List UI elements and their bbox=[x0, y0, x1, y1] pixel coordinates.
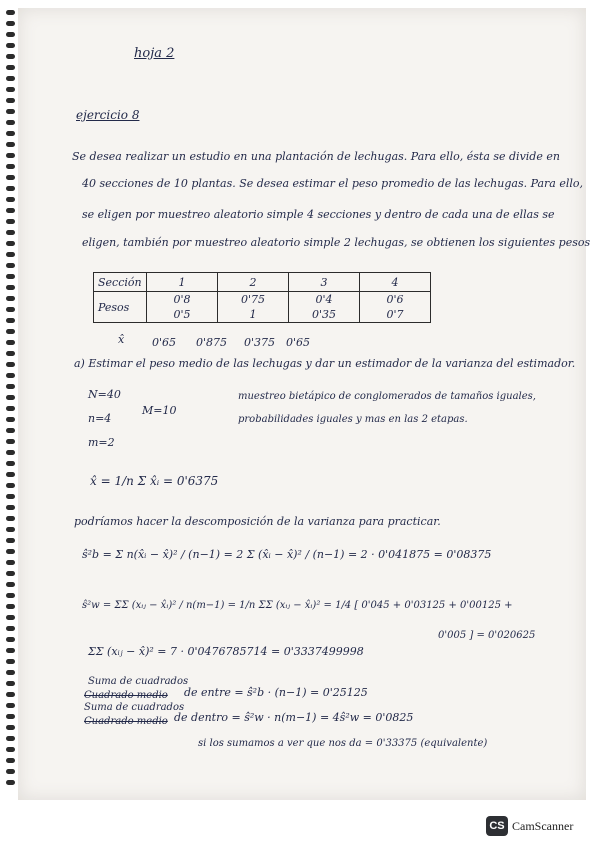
mean-row-label: x̂ bbox=[118, 333, 125, 346]
weight-value: 0'35 bbox=[311, 308, 337, 321]
camscanner-label: CamScanner bbox=[512, 818, 574, 833]
spiral-ring bbox=[6, 406, 15, 411]
spiral-ring bbox=[6, 571, 15, 576]
spiral-ring bbox=[6, 230, 15, 235]
spiral-ring bbox=[6, 351, 15, 356]
spiral-ring bbox=[6, 747, 15, 752]
spiral-ring bbox=[6, 549, 15, 554]
weight-value: 0'75 bbox=[240, 293, 266, 306]
table-column-header: 1 bbox=[147, 273, 218, 292]
spiral-ring bbox=[6, 450, 15, 455]
spiral-ring bbox=[6, 582, 15, 587]
spiral-ring bbox=[6, 505, 15, 510]
spiral-ring bbox=[6, 461, 15, 466]
table-column-header: 4 bbox=[360, 273, 431, 292]
sum-label: Suma de cuadrados bbox=[88, 676, 189, 687]
given-m: m=2 bbox=[88, 436, 115, 449]
spiral-ring bbox=[6, 714, 15, 719]
weight-value: 0'7 bbox=[386, 308, 404, 321]
spiral-ring bbox=[6, 670, 15, 675]
problem-line: 40 secciones de 10 plantas. Se desea estimar el peso promedio de las lechugas. Para ello, bbox=[82, 177, 584, 190]
spiral-ring bbox=[6, 560, 15, 565]
spiral-ring bbox=[6, 483, 15, 488]
spiral-ring bbox=[6, 758, 15, 763]
section-mean: 0'65 bbox=[152, 336, 177, 349]
spiral-ring bbox=[6, 252, 15, 257]
problem-line: Se desea realizar un estudio en una plantación de lechugas. Para ello, ésta se divide en bbox=[72, 150, 560, 163]
spiral-ring bbox=[6, 54, 15, 59]
spiral-ring bbox=[6, 197, 15, 202]
spiral-ring bbox=[6, 472, 15, 477]
spiral-ring bbox=[6, 43, 15, 48]
spiral-ring bbox=[6, 439, 15, 444]
design-note: probabilidades iguales y mas en las 2 etapas. bbox=[238, 414, 468, 425]
sum-label: Suma de cuadrados bbox=[84, 702, 185, 713]
spiral-ring bbox=[6, 21, 15, 26]
camscanner-watermark bbox=[486, 816, 573, 836]
within-variance-result: 0'005 ] = 0'020625 bbox=[438, 630, 536, 641]
within-variance-formula: ŝ²w = ΣΣ (xᵢⱼ − x̂ᵢ)² / n(m−1) = 1/n ΣΣ (xᵢⱼ − x̂ᵢ)² = 1/4 [ 0'045 + 0'03125 + 0'00125 + bbox=[82, 600, 513, 611]
spiral-ring bbox=[6, 153, 15, 158]
table-column-header: 2 bbox=[218, 273, 289, 292]
spiral-ring bbox=[6, 208, 15, 213]
spiral-ring bbox=[6, 10, 15, 15]
notebook-spiral bbox=[0, 10, 20, 800]
spiral-ring bbox=[6, 648, 15, 653]
spiral-ring bbox=[6, 274, 15, 279]
weights-table bbox=[93, 272, 431, 323]
spiral-ring bbox=[6, 769, 15, 774]
spiral-ring bbox=[6, 780, 15, 785]
spiral-ring bbox=[6, 318, 15, 323]
spiral-ring bbox=[6, 241, 15, 246]
spiral-ring bbox=[6, 593, 15, 598]
spiral-ring bbox=[6, 626, 15, 631]
spiral-ring bbox=[6, 703, 15, 708]
crossed-label: Cuadrado medio bbox=[84, 690, 168, 701]
spiral-ring bbox=[6, 186, 15, 191]
weight-value: 0'4 bbox=[315, 293, 333, 306]
spiral-ring bbox=[6, 736, 15, 741]
table-header-label: Sección bbox=[94, 273, 147, 292]
spiral-ring bbox=[6, 384, 15, 389]
weight-value: 0'5 bbox=[173, 308, 191, 321]
spiral-ring bbox=[6, 296, 15, 301]
spiral-ring bbox=[6, 659, 15, 664]
spiral-ring bbox=[6, 615, 15, 620]
spiral-ring bbox=[6, 98, 15, 103]
between-sum-squares: de entre = ŝ²b · (n−1) = 0'25125 bbox=[184, 686, 368, 699]
estimate-formula: x̂ = 1/n Σ x̂ᵢ = 0'6375 bbox=[90, 474, 219, 488]
spiral-ring bbox=[6, 142, 15, 147]
weight-value: 1 bbox=[249, 308, 257, 321]
spiral-ring bbox=[6, 527, 15, 532]
design-note: muestreo bietápico de conglomerados de tamaños iguales, bbox=[238, 391, 536, 402]
spiral-ring bbox=[6, 340, 15, 345]
spiral-ring bbox=[6, 692, 15, 697]
spiral-ring bbox=[6, 428, 15, 433]
page-title: hoja 2 bbox=[134, 46, 175, 61]
spiral-ring bbox=[6, 516, 15, 521]
spiral-ring bbox=[6, 65, 15, 70]
total-sum-squares: ΣΣ (xᵢⱼ − x̂)² = 7 · 0'0476785714 = 0'3337499998 bbox=[88, 645, 364, 658]
spiral-ring bbox=[6, 120, 15, 125]
given-M: M=10 bbox=[142, 404, 177, 417]
between-variance-formula: ŝ²b = Σ n(x̂ᵢ − x̂)² / (n−1) = 2 Σ (x̂ᵢ − x̂)² / (n−1) = 2 · 0'041875 = 0'08375 bbox=[82, 548, 492, 561]
spiral-ring bbox=[6, 219, 15, 224]
spiral-ring bbox=[6, 175, 15, 180]
table-row-label: Pesos bbox=[94, 292, 147, 323]
exercise-heading: ejercicio 8 bbox=[76, 108, 140, 122]
spiral-ring bbox=[6, 76, 15, 81]
spiral-ring bbox=[6, 131, 15, 136]
section-mean: 0'875 bbox=[196, 336, 228, 349]
section-mean: 0'375 bbox=[244, 336, 276, 349]
table-cell bbox=[147, 292, 218, 323]
problem-line: se eligen por muestreo aleatorio simple 4 secciones y dentro de cada una de ellas se bbox=[82, 208, 555, 221]
crossed-label: Cuadrado medio bbox=[84, 716, 168, 727]
decomposition-intro: podríamos hacer la descomposición de la varianza para practicar. bbox=[74, 515, 441, 528]
spiral-ring bbox=[6, 307, 15, 312]
table-cell bbox=[360, 292, 431, 323]
table-row bbox=[94, 292, 431, 323]
spiral-ring bbox=[6, 362, 15, 367]
table-cell bbox=[218, 292, 289, 323]
spiral-ring bbox=[6, 263, 15, 268]
spiral-ring bbox=[6, 109, 15, 114]
spiral-ring bbox=[6, 494, 15, 499]
check-line: si los sumamos a ver que nos da = 0'33375 (equivalente) bbox=[198, 738, 488, 749]
table-cell bbox=[289, 292, 360, 323]
question-a: a) Estimar el peso medio de las lechugas y dar un estimador de la varianza del estimador. bbox=[74, 357, 576, 370]
spiral-ring bbox=[6, 395, 15, 400]
spiral-ring bbox=[6, 637, 15, 642]
problem-line: eligen, también por muestreo aleatorio simple 2 lechugas, se obtienen los siguientes pesos bbox=[82, 236, 591, 249]
within-sum-squares: de dentro = ŝ²w · n(m−1) = 4ŝ²w = 0'0825 bbox=[174, 711, 414, 724]
table-row bbox=[94, 273, 431, 292]
given-N: N=40 bbox=[88, 388, 121, 401]
spiral-ring bbox=[6, 32, 15, 37]
weight-value: 0'6 bbox=[386, 293, 404, 306]
section-mean: 0'65 bbox=[286, 336, 311, 349]
given-n: n=4 bbox=[88, 412, 112, 425]
spiral-ring bbox=[6, 87, 15, 92]
spiral-ring bbox=[6, 417, 15, 422]
spiral-ring bbox=[6, 538, 15, 543]
spiral-ring bbox=[6, 329, 15, 334]
weight-value: 0'8 bbox=[173, 293, 191, 306]
table-column-header: 3 bbox=[289, 273, 360, 292]
spiral-ring bbox=[6, 285, 15, 290]
spiral-ring bbox=[6, 164, 15, 169]
spiral-ring bbox=[6, 725, 15, 730]
camscanner-logo-icon: CS bbox=[486, 816, 508, 836]
spiral-ring bbox=[6, 681, 15, 686]
spiral-ring bbox=[6, 604, 15, 609]
spiral-ring bbox=[6, 373, 15, 378]
